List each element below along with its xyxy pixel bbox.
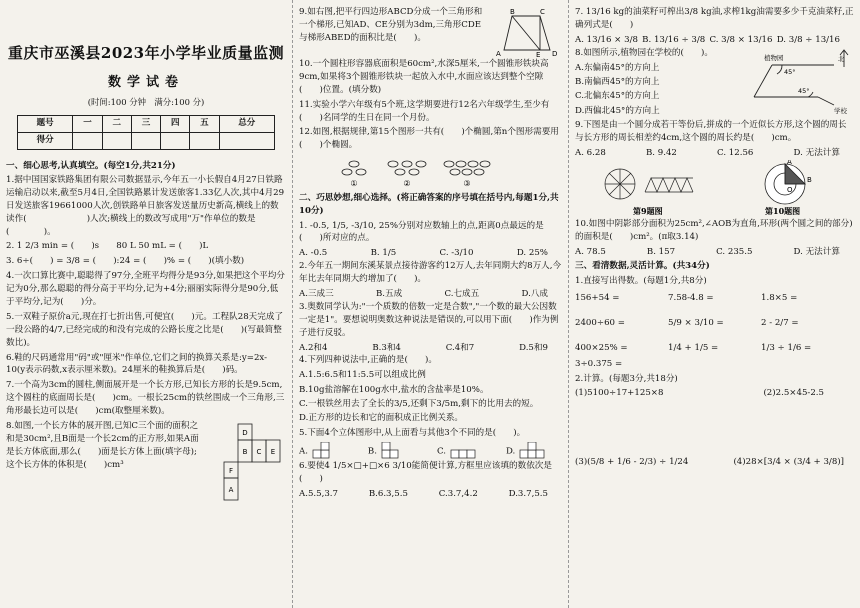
question-1-3: 3. 6÷( ) = 3/8 = ( ):24 = ( )% = ( )(填小数) [6, 256, 245, 267]
cube-shape-icon [449, 442, 479, 460]
option[interactable]: A. 13/16 × 3/8 [575, 34, 638, 45]
score-input-cell[interactable] [219, 132, 274, 149]
subsection-calc-title: 2.计算。(每题3分,共18分) [575, 373, 678, 384]
figures-9-10 [575, 160, 855, 218]
pattern-label-3: ③ [463, 179, 471, 189]
option[interactable]: D.八成 [521, 288, 548, 299]
score-header-cell: 题号 [18, 115, 73, 132]
question-2-10-options [575, 246, 854, 259]
option[interactable]: D.3.7,5.5 [508, 488, 548, 499]
score-input-cell[interactable] [73, 132, 102, 149]
trap-label-e: E [536, 51, 541, 58]
option[interactable]: D. 3/8 ÷ 13/16 [776, 34, 840, 45]
score-header-cell: 一 [73, 115, 102, 132]
direct-calc-item: 5/9 × 3/10 = [668, 317, 724, 328]
option-label: A. [299, 446, 308, 457]
score-input-cell[interactable] [102, 132, 131, 149]
direct-calc-item: 2 - 2/7 = [761, 317, 799, 328]
subsection-direct-title: 1.直接写出得数。(每题1分,共8分) [575, 275, 707, 286]
option[interactable] [299, 442, 341, 460]
score-header-cell: 五 [190, 115, 219, 132]
net-label-f: F [228, 467, 234, 476]
option[interactable]: D.5和9 [519, 342, 548, 353]
option[interactable]: D.正方形的边长和它的面积成正比例关系。 [299, 413, 464, 424]
fig10-label-o: O [787, 185, 793, 194]
question-1-2: 2. 1 2/3 min = ( )s 80 L 50 mL = ( )L [6, 241, 209, 252]
option[interactable]: B.3和4 [372, 342, 401, 353]
option[interactable]: A. 78.5 [575, 246, 606, 257]
calc-row-2 [575, 456, 854, 469]
trap-label-a: A [496, 50, 501, 58]
question-2-2-options [299, 288, 562, 301]
option[interactable]: C. 12.56 [717, 147, 754, 158]
option[interactable] [368, 442, 410, 460]
page-title: 重庆市巫溪县2023年小学毕业质量监测 [7, 44, 285, 62]
direct-calc-item: 7.58-4.8 = [668, 292, 714, 303]
question-2-9: 9.下图是由一个圆分成若干等份后,拼成的一个近似长方形,这个圆的周长与长方形的周长相差约4cm,这个圆的周长约是( )cm。 [575, 120, 847, 144]
calc-problem: (4)28×[3/4 × (3/4 + 3/8)] [733, 457, 844, 468]
direct-calc-item: 156+54 = [575, 292, 620, 303]
cube-shape-icon [311, 442, 341, 460]
question-1-11: 11.实验小学六年级有5个班,这学期要进行12名六年级学生,至少有( )名同学的生日在同一个月份。 [299, 99, 550, 123]
question-2-5-options [299, 442, 562, 460]
option-label: B. [367, 446, 377, 457]
score-label-cell: 得分 [18, 132, 73, 149]
net-label-d: D [242, 429, 248, 438]
option[interactable]: C.北偏东45°的方向上 [575, 91, 660, 102]
option[interactable]: B. 157 [646, 246, 676, 257]
question-2-2: 2.今年五一期间东溪某景点接待游客约12万人,去年同期大约8万人,今年比去年同期大约增加了( )。 [299, 261, 562, 285]
option[interactable]: C. 235.5 [716, 246, 753, 257]
option[interactable]: B. 9.42 [645, 147, 677, 158]
net-label-a: A [228, 486, 234, 495]
map-label-school: 学校 [834, 106, 847, 115]
question-1-12: 12.如图,根据规律,第15个图形一共有( )个椭圆,第n个图形需要用( )个椭圆。 [299, 127, 559, 151]
question-2-8: 8.如图所示,植物园在学校的( )。 [575, 47, 713, 58]
question-1-1: 1.据中国国家铁路集团有限公司数据显示,今年五一小长假自4月27日铁路运输启动以来,截至5月4日,全国铁路累计发送旅客1.33亿人次,其中4月29日发送旅客19661000人次,创铁路单日旅客发送量历史新高,横线上的数读作( )人次;横线上的数改写成用"万"作单位的数是( )。 [6, 175, 285, 237]
option[interactable]: C. -3/10 [439, 248, 474, 259]
pattern-label-1: ① [350, 179, 358, 189]
option[interactable]: A. -0.5 [299, 248, 328, 259]
section-2-title: 二、巧思妙想,细心选择。(将正确答案的序号填在括号内,每题1分,共10分) [299, 193, 559, 217]
calc-problem: (1)5100÷17+125×8 [575, 388, 664, 399]
pattern-label-2: ② [403, 179, 411, 189]
map-angle-2: 45° [798, 86, 810, 95]
option[interactable]: B.五成 [375, 288, 403, 299]
question-2-8-block [575, 47, 854, 119]
score-header-cell: 总分 [219, 115, 274, 132]
score-header-cell: 三 [131, 115, 160, 132]
option[interactable]: A.东偏南45°的方向上 [575, 62, 660, 73]
option[interactable]: B.10g盐溶解在100g水中,盐水的含盐率是10%。 [299, 384, 489, 395]
option[interactable]: A.2和4 [299, 342, 328, 353]
question-2-6: 6.要使4 1/5×□+□×6 3/10能简便计算,方框里应该填的数依次是( ) [299, 460, 552, 484]
option[interactable]: D. 无法计算 [793, 246, 840, 257]
trapezoid-figure [490, 6, 562, 58]
option[interactable]: D.西偏北45°的方向上 [575, 105, 660, 116]
direct-calc-item: 2400÷60 = [575, 317, 625, 328]
question-1-4: 4.一次口算比赛中,聪聪得了97分,全班平均得分是93分,如果把这个平均分记为0分,那么聪聪的得分高于平均分,记为+4分;丽丽实际得分是90分,低于平均分,记为( )分。 [6, 271, 285, 308]
score-table [17, 115, 275, 150]
direct-calc-item: 3÷0.375 = [575, 359, 623, 370]
score-input-cell[interactable] [161, 132, 190, 149]
score-input-cell[interactable] [190, 132, 219, 149]
fig10-caption: 第10题图 [765, 205, 801, 216]
option[interactable]: C.4和7 [445, 342, 475, 353]
work-space[interactable] [575, 400, 854, 456]
net-label-c: C [256, 448, 262, 457]
question-2-9-options [575, 147, 854, 160]
direct-calc-item: 1/3 ÷ 1/6 = [761, 342, 812, 353]
page-subtitle: 数学试卷 [107, 74, 184, 90]
column-3 [568, 0, 860, 608]
option-label: D. [505, 446, 516, 457]
map-label-north: 北 [838, 54, 845, 63]
option[interactable]: D. 25% [516, 248, 548, 259]
fig10-label-a: A [787, 159, 792, 166]
question-2-3: 3.奥数同学认为:"一个质数的倍数一定是合数","一个数的最大公因数一定是1"。要想说明奥数这种说法是错误的,可以用下面( )作为例子进行反驳。 [299, 301, 559, 338]
net-label-b: B [242, 448, 248, 457]
direct-calc-grid [575, 292, 854, 355]
question-2-6-options [299, 488, 562, 501]
option[interactable]: C.3.7,4.2 [438, 488, 478, 499]
calc-problem: (2)2.5×45-2.5 [763, 388, 824, 399]
column-1 [0, 0, 292, 608]
question-2-1-options [299, 247, 562, 260]
direct-calc-item: 1/4 + 1/5 = [668, 342, 719, 353]
question-1-9: 9.如右图,把平行四边形ABCD分成一个三角形和一个梯形,已知AD、CE分别为3dm,三角形CDE与梯形ABED的面积比是( )。 [299, 7, 483, 43]
option[interactable]: C.七成五 [444, 288, 480, 299]
net-label-e: E [270, 448, 276, 457]
question-2-9-block [299, 6, 562, 58]
question-1-10: 10.一个圆柱形容器底面积是60cm²,水深5厘米,一个圆锥形铁块高9cm,如果将3个圆锥形铁块一起放入水中,水面应该达到整个空隙( )位置。(填分数) [299, 59, 549, 95]
option[interactable] [437, 442, 479, 460]
section-3-title: 三、看清数据,灵活计算。(共34分) [575, 261, 710, 272]
column-2 [292, 0, 568, 608]
option[interactable]: B.南偏西45°的方向上 [575, 76, 660, 87]
option[interactable] [506, 442, 548, 460]
question-2-7-options [575, 34, 854, 47]
question-1-5: 5.一双鞋子原价a元,现在打七折出售,可便宜( )元。工程队28天完成了一段公路的4/7,已经完成的和没有完成的公路长度之比是( )(写最简整数比)。 [6, 311, 284, 348]
option[interactable]: A. 6.28 [575, 147, 606, 158]
question-2-1: 1. -0.5, 1/5, -3/10, 25%分别对应数轴上的点,距离0点最远的是( )所对应的点。 [299, 220, 544, 244]
question-2-8-text [575, 47, 734, 119]
trap-label-b: B [510, 8, 515, 16]
direct-calc-item: 1.8×5 = [761, 292, 798, 303]
score-header-cell: 二 [102, 115, 131, 132]
question-2-7: 7. 13/16 kg的油菜籽可榨出3/8 kg油,求榨1kg油需要多少千克油菜籽,正确列式是( ) [575, 7, 854, 30]
question-1-8-block [6, 420, 286, 504]
question-1-8: 8.如图,一个长方体的展开图,已知C三个面的面积之和是30cm²,且B面是一个长2cm的正方形,如果A面是长方体底面,那么( )面是长方体上面(填字母);这个长方体的体积是( )cm³ [6, 421, 199, 470]
score-input-cell[interactable] [131, 132, 160, 149]
ellipse-pattern-figure [299, 154, 549, 190]
cube-shape-icon [518, 442, 548, 460]
option[interactable]: B. 1/5 [370, 248, 397, 259]
section-1-title: 一、细心思考,认真填空。(每空1分,共21分) [6, 160, 176, 171]
option[interactable]: C. 3/8 × 13/16 [709, 34, 773, 45]
direct-calc-item: 400×25% = [575, 342, 628, 353]
question-2-3-options [299, 342, 562, 355]
direction-map-figure [734, 47, 854, 119]
option[interactable]: C.一根铁丝用去了全长的3/5,还剩下3/5m,剩下的比用去的短。 [299, 399, 539, 410]
cuboid-net-figure [206, 420, 286, 504]
question-2-4: 4.下列四种说法中,正确的是( )。 [299, 355, 437, 366]
exam-meta: (时间:100 分钟 满分:100 分) [87, 97, 205, 107]
option[interactable]: B.6.3,5.5 [368, 488, 408, 499]
question-1-6: 6.鞋的尺码通常用"码"或"厘米"作单位,它们之间的换算关系是:y=2x-10(y表示码数,x表示厘米数)。24厘米的鞋换算后是( )码。 [6, 352, 268, 376]
option[interactable]: A.三成三 [299, 288, 334, 299]
option[interactable]: D. 无法计算 [793, 147, 840, 158]
score-header-cell: 四 [161, 115, 190, 132]
question-2-10: 10.如图中阴影部分面积为25cm²,∠AOB为直角,环形(两个圆之间的部分)的面积是( )cm²。(π取3.14) [575, 218, 853, 242]
fig9-caption: 第9题图 [633, 205, 663, 216]
option-label: C. [436, 446, 446, 457]
option[interactable]: A.1.5:6.5和11:5.5可以组成比例 [299, 370, 426, 381]
map-angle-1: 45° [784, 67, 796, 76]
trap-label-d: D [552, 50, 558, 58]
calc-problem: (3)(5/8 + 1/6 - 2/3) ÷ 1/24 [575, 457, 689, 468]
question-1-7: 7.一个高为3cm的圆柱,侧面展开是一个长方形,已知长方形的长是9.5cm,这个圆柱的底面周长是( )cm。一根长25cm的铁丝围成一个三角形,三角形最长边可以是( )cm(取整厘米数)。 [6, 380, 285, 417]
calc-row-1 [575, 387, 854, 400]
map-label-garden: 植物园 [764, 53, 784, 62]
option[interactable]: A.5.5,3.7 [299, 488, 339, 499]
fig10-label-b: B [807, 175, 812, 184]
cube-shape-icon [380, 442, 410, 460]
trap-label-c: C [540, 8, 545, 16]
question-2-5: 5.下面4个立体图形中,从上面看与其他3个不同的是( )。 [299, 427, 526, 438]
option[interactable]: B. 13/16 ÷ 3/8 [642, 34, 706, 45]
